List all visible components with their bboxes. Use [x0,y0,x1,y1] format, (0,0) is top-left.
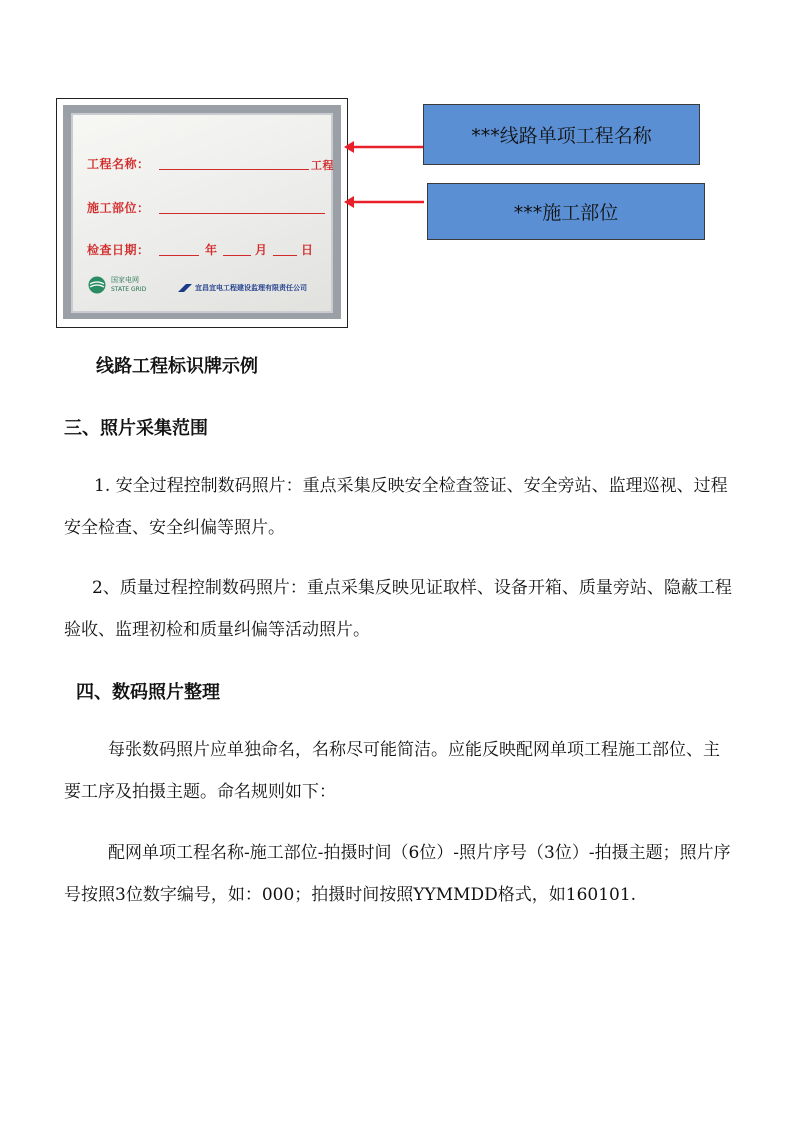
arrow-location-head [344,196,354,208]
sign-board [71,113,333,313]
state-grid-logo-icon [87,275,107,295]
state-grid-logo-en: STATE GRID [111,286,147,293]
sign-year: 年 [205,243,218,257]
arrow-project-name-head [344,141,354,153]
section3-item2: 2、质量过程控制数码照片：重点采集反映见证取样、设备开箱、质量旁站、隐蔽工程验收、监理初检和质量纠偏等活动照片。 [64,578,732,640]
section4-para2: 配网单项工程名称-施工部位-拍摄时间（6位）-照片序号（3位）-拍摄主题；照片序号按照3位数字编号，如：000；拍摄时间按照YYMMDD格式，如160101. [64,843,731,905]
sign-photo-frame [56,98,348,328]
sign-project-suffix: 工程 [311,159,334,172]
sign-project-label: 工程名称： [87,157,150,171]
section3-item1: 1. 安全过程控制数码照片：重点采集反映安全检查签证、安全旁站、监理巡视、过程安全检查、安全纠偏等照片。 [64,476,728,538]
sign-month-line [223,255,251,256]
sign-photo [63,105,341,319]
sign-day: 日 [301,243,314,257]
callout-arrows [340,136,426,216]
company-logo-icon [177,283,193,293]
sign-project-line [159,169,309,170]
sign-date-label: 检查日期： [87,243,150,257]
callout-project-name: ***线路单项工程名称 [423,104,700,165]
section4-para1: 每张数码照片应单独命名，名称尽可能简洁。应能反映配网单项工程施工部位、主要工序及拍摄主题。命名规则如下： [64,740,720,802]
state-grid-logo-cn: 国家电网 [111,276,139,284]
section4-heading: 四、数码照片整理 [76,682,220,703]
sign-year-line [159,255,199,256]
section3-heading: 三、照片采集范围 [64,418,208,439]
sign-location-label: 施工部位： [87,201,150,215]
figure-caption: 线路工程标识牌示例 [96,356,258,377]
sign-month: 月 [255,243,268,257]
callout-location: ***施工部位 [427,183,705,240]
company-name: 宜昌宜电工程建设监理有限责任公司 [195,284,307,292]
sign-day-line [273,255,297,256]
sign-location-line [159,213,325,214]
